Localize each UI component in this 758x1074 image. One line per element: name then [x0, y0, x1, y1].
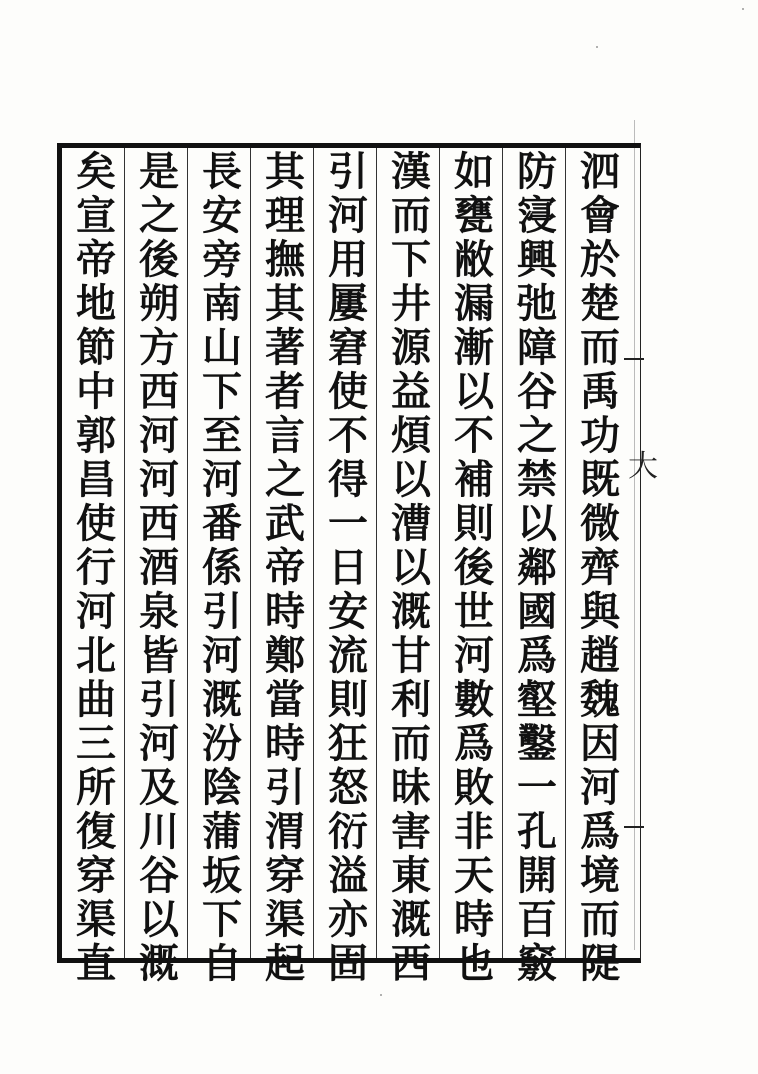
glyph: 以	[454, 368, 494, 415]
glyph: 微	[580, 500, 620, 547]
glyph: 爲	[517, 632, 557, 679]
glyph: 楚	[580, 280, 620, 327]
glyph: 撫	[265, 236, 305, 283]
glyph: 下	[202, 896, 242, 943]
glyph: 因	[580, 720, 620, 767]
glyph: 西	[139, 500, 179, 547]
text-column-6	[257, 148, 313, 987]
glyph: 窘	[328, 324, 368, 371]
glyph: 會	[580, 192, 620, 239]
glyph: 行	[76, 544, 116, 591]
glyph: 後	[454, 544, 494, 591]
glyph: 開	[517, 852, 557, 899]
glyph: 以	[139, 896, 179, 943]
glyph: 帝	[76, 236, 116, 283]
glyph: 寖	[517, 192, 557, 239]
glyph: 漸	[454, 324, 494, 371]
glyph: 西	[391, 940, 431, 987]
glyph: 與	[580, 588, 620, 635]
glyph: 百	[517, 896, 557, 943]
glyph: 世	[454, 588, 494, 635]
glyph: 所	[76, 764, 116, 811]
glyph: 河	[328, 192, 368, 239]
glyph: 敗	[454, 764, 494, 811]
glyph: 理	[265, 192, 305, 239]
glyph: 鄭	[265, 632, 305, 679]
glyph: 而	[391, 720, 431, 767]
text-column-5	[320, 148, 376, 987]
glyph: 以	[391, 544, 431, 591]
glyph: 而	[580, 324, 620, 371]
glyph: 爲	[580, 808, 620, 855]
glyph: 弛	[517, 280, 557, 327]
glyph: 下	[202, 368, 242, 415]
glyph: 孔	[517, 808, 557, 855]
glyph: 言	[265, 412, 305, 459]
glyph: 利	[391, 676, 431, 723]
glyph: 河	[139, 412, 179, 459]
glyph: 渠	[76, 896, 116, 943]
glyph: 漕	[391, 500, 431, 547]
glyph: 時	[265, 720, 305, 767]
glyph: 興	[517, 236, 557, 283]
glyph: 泗	[580, 148, 620, 195]
glyph: 溉	[139, 940, 179, 987]
glyph: 鄰	[517, 544, 557, 591]
glyph: 以	[391, 456, 431, 503]
glyph: 溉	[202, 676, 242, 723]
glyph: 之	[139, 192, 179, 239]
paper-speck	[380, 994, 382, 996]
glyph: 固	[328, 940, 368, 987]
glyph: 禹	[580, 368, 620, 415]
glyph: 功	[580, 412, 620, 459]
glyph: 衍	[328, 808, 368, 855]
glyph: 曲	[76, 676, 116, 723]
glyph: 河	[202, 456, 242, 503]
glyph: 川	[139, 808, 179, 855]
glyph: 甕	[454, 192, 494, 239]
glyph: 郭	[76, 412, 116, 459]
glyph: 谷	[139, 852, 179, 899]
glyph: 如	[454, 148, 494, 195]
glyph: 源	[391, 324, 431, 371]
glyph: 谷	[517, 368, 557, 415]
glyph: 旁	[202, 236, 242, 283]
glyph: 中	[76, 368, 116, 415]
glyph: 齊	[580, 544, 620, 591]
glyph: 障	[517, 324, 557, 371]
glyph: 直	[76, 940, 116, 987]
glyph: 及	[139, 764, 179, 811]
glyph: 天	[454, 852, 494, 899]
glyph: 煩	[391, 412, 431, 459]
glyph: 害	[391, 808, 431, 855]
glyph: 敝	[454, 236, 494, 283]
glyph: 而	[580, 896, 620, 943]
glyph: 其	[265, 148, 305, 195]
glyph: 得	[328, 456, 368, 503]
glyph: 至	[202, 412, 242, 459]
glyph: 坂	[202, 852, 242, 899]
text-column-7	[194, 148, 250, 987]
glyph: 流	[328, 632, 368, 679]
glyph: 者	[265, 368, 305, 415]
glyph: 三	[76, 720, 116, 767]
glyph: 溉	[391, 896, 431, 943]
glyph: 以	[517, 500, 557, 547]
glyph: 引	[265, 764, 305, 811]
glyph: 溉	[391, 588, 431, 635]
glyph: 番	[202, 500, 242, 547]
text-column-9	[68, 148, 124, 987]
glyph: 昧	[391, 764, 431, 811]
glyph: 日	[328, 544, 368, 591]
glyph: 河	[580, 764, 620, 811]
glyph: 蒲	[202, 808, 242, 855]
glyph: 朔	[139, 280, 179, 327]
glyph: 則	[454, 500, 494, 547]
glyph: 禁	[517, 456, 557, 503]
glyph: 益	[391, 368, 431, 415]
glyph: 竅	[517, 940, 557, 987]
glyph: 使	[76, 500, 116, 547]
column-rule	[376, 148, 377, 958]
glyph: 渠	[265, 896, 305, 943]
glyph: 亦	[328, 896, 368, 943]
column-rule	[439, 148, 440, 958]
glyph: 起	[265, 940, 305, 987]
glyph: 而	[391, 192, 431, 239]
glyph: 防	[517, 148, 557, 195]
glyph: 西	[139, 368, 179, 415]
glyph: 山	[202, 324, 242, 371]
glyph: 怒	[328, 764, 368, 811]
glyph: 魏	[580, 676, 620, 723]
glyph: 穿	[76, 852, 116, 899]
glyph: 井	[391, 280, 431, 327]
glyph: 屢	[328, 280, 368, 327]
glyph: 安	[328, 588, 368, 635]
text-column-8	[131, 148, 187, 987]
glyph: 後	[139, 236, 179, 283]
glyph: 武	[265, 500, 305, 547]
glyph: 也	[454, 940, 494, 987]
glyph: 是	[139, 148, 179, 195]
column-rule	[250, 148, 251, 958]
glyph: 國	[517, 588, 557, 635]
glyph: 河	[454, 632, 494, 679]
glyph: 隄	[580, 940, 620, 987]
glyph: 則	[328, 676, 368, 723]
glyph: 之	[265, 456, 305, 503]
text-column-2	[509, 148, 565, 987]
glyph: 一	[328, 500, 368, 547]
column-rule	[187, 148, 188, 958]
glyph: 漏	[454, 280, 494, 327]
column-rule	[313, 148, 314, 958]
text-column-4	[383, 148, 439, 987]
glyph: 一	[517, 764, 557, 811]
glyph: 皆	[139, 632, 179, 679]
glyph: 於	[580, 236, 620, 283]
glyph: 引	[202, 588, 242, 635]
glyph: 既	[580, 456, 620, 503]
glyph: 補	[454, 456, 494, 503]
glyph: 酒	[139, 544, 179, 591]
glyph: 昌	[76, 456, 116, 503]
paper-speck	[742, 8, 744, 10]
glyph: 不	[328, 412, 368, 459]
glyph: 汾	[202, 720, 242, 767]
glyph: 爲	[454, 720, 494, 767]
glyph: 渭	[265, 808, 305, 855]
glyph: 安	[202, 192, 242, 239]
glyph: 自	[202, 940, 242, 987]
paper-speck	[596, 46, 598, 48]
text-column-3	[446, 148, 502, 987]
glyph: 方	[139, 324, 179, 371]
glyph: 河	[139, 720, 179, 767]
glyph: 矣	[76, 148, 116, 195]
glyph: 境	[580, 852, 620, 899]
column-rule	[502, 148, 503, 958]
glyph: 復	[76, 808, 116, 855]
glyph: 使	[328, 368, 368, 415]
text-column-1	[572, 148, 628, 987]
glyph: 之	[517, 412, 557, 459]
glyph: 其	[265, 280, 305, 327]
glyph: 河	[202, 632, 242, 679]
glyph: 下	[391, 236, 431, 283]
glyph: 溢	[328, 852, 368, 899]
glyph: 南	[202, 280, 242, 327]
glyph: 時	[265, 588, 305, 635]
glyph: 數	[454, 676, 494, 723]
glyph: 甘	[391, 632, 431, 679]
glyph: 時	[454, 896, 494, 943]
glyph: 鑿	[517, 720, 557, 767]
glyph: 當	[265, 676, 305, 723]
glyph: 北	[76, 632, 116, 679]
glyph: 河	[139, 456, 179, 503]
margin-mark: 大	[628, 449, 658, 484]
glyph: 狂	[328, 720, 368, 767]
glyph: 地	[76, 280, 116, 327]
column-rule	[124, 148, 125, 958]
glyph: 陰	[202, 764, 242, 811]
glyph: 節	[76, 324, 116, 371]
glyph: 用	[328, 236, 368, 283]
glyph: 河	[76, 588, 116, 635]
glyph: 不	[454, 412, 494, 459]
glyph: 引	[328, 148, 368, 195]
glyph: 著	[265, 324, 305, 371]
glyph: 帝	[265, 544, 305, 591]
glyph: 趙	[580, 632, 620, 679]
column-rule	[565, 148, 566, 958]
glyph: 長	[202, 148, 242, 195]
glyph: 漢	[391, 148, 431, 195]
glyph: 穿	[265, 852, 305, 899]
glyph: 引	[139, 676, 179, 723]
glyph: 壑	[517, 676, 557, 723]
glyph: 宣	[76, 192, 116, 239]
glyph: 泉	[139, 588, 179, 635]
glyph: 係	[202, 544, 242, 591]
glyph: 東	[391, 852, 431, 899]
glyph: 非	[454, 808, 494, 855]
